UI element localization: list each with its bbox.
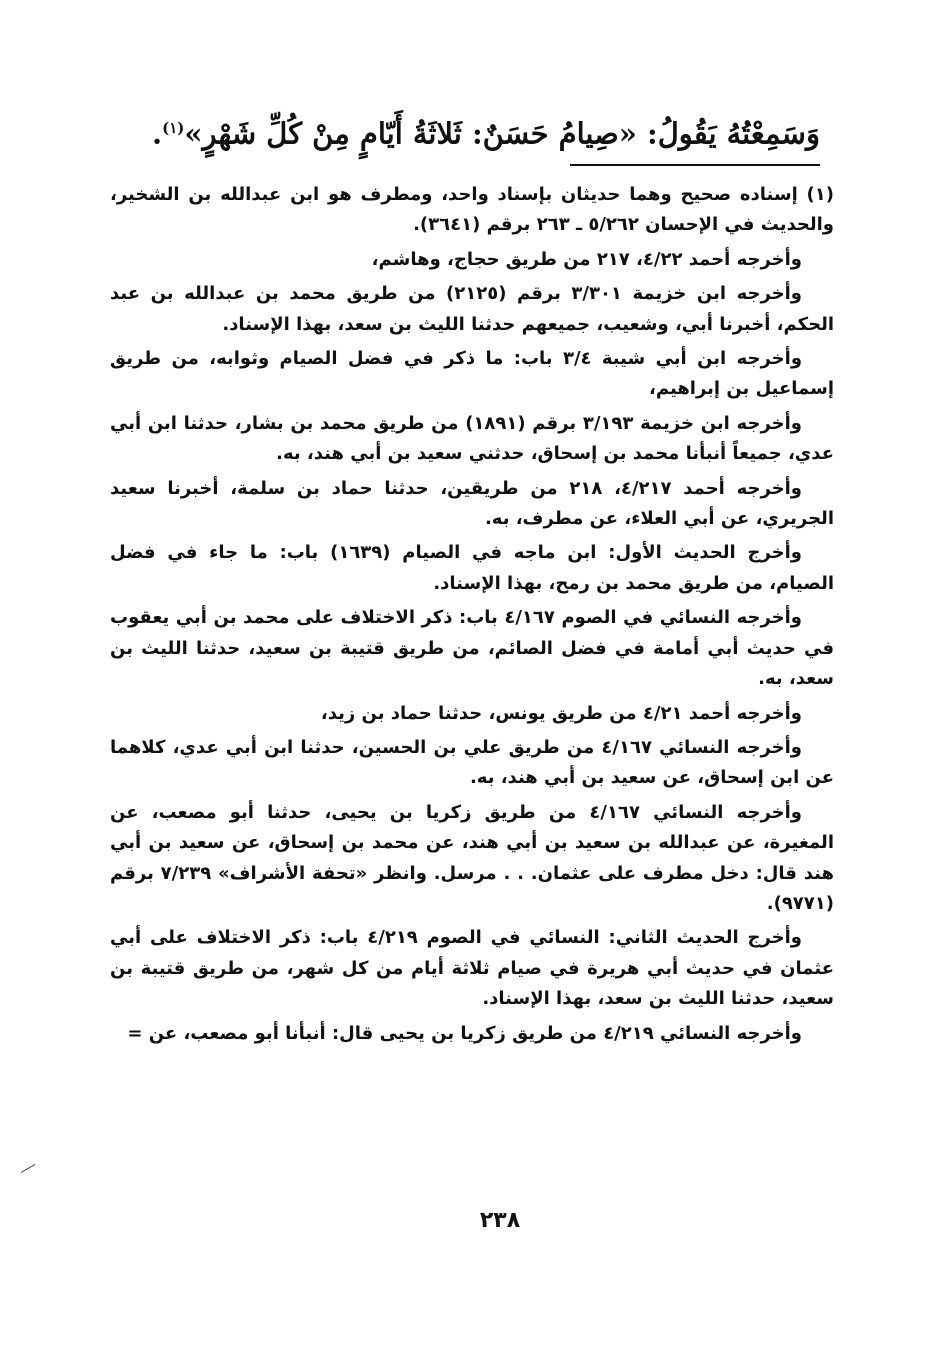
footnote-paragraph: وأخرجه ابن خزيمة ٣/١٩٣ برقم (١٨٩١) من طريق محمد بن بشار، حدثنا ابن أبي عدي، جميعاً أنبأنا محمد بن إسحاق، حدثني سعيد بن أبي هند، به. <box>110 412 834 465</box>
margin-pencil-mark <box>21 1164 35 1173</box>
footnote-paragraph: وأخرجه أحمد ٤/٢١ من طريق يونس، حدثنا حماد بن زيد، <box>320 702 802 724</box>
footnote-paragraph: وأخرجه أحمد ٤/٢١٧، ٢١٨ من طريقين، حدثنا حماد بن سلمة، أخبرنا سعيد الجريري، عن أبي العلاء، عن مطرف، به. <box>110 477 834 530</box>
footnote-paragraph: وأخرجه النسائي ٤/٢١٩ من طريق زكريا بن يحيى قال: أنبأنا أبو مصعب، عن = <box>127 1022 802 1044</box>
main-text-end: . <box>152 116 163 151</box>
footnote-paragraph: وأخرج الحديث الأول: ابن ماجه في الصيام (١٦٣٩) باب: ما جاء في فضل الصيام، من طريق محمد بن رمح، بهذا الإسناد. <box>110 542 834 594</box>
main-text: وَسَمِعْتُهُ يَقُولُ: «صِيامُ حَسَنٌ: ثَلاثَةُ أَيّامٍ مِنْ كُلِّ شَهْرٍ» <box>184 116 820 151</box>
page-number: ٢٣٨ <box>479 1208 521 1233</box>
footnote-marker: (١) <box>162 119 185 137</box>
footnote-paragraph: وأخرج الحديث الثاني: النسائي في الصوم ٤/٢١٩ باب: ذكر الاختلاف على أبي عثمان في حديث أبي هريرة في صيام ثلاثة أيام من كل شهر، من طريق قتيبة بن سعيد، حدثنا الليث بن سعد، بهذا الإسناد. <box>110 927 834 1010</box>
footnote-paragraph: وأخرجه أحمد ٤/٢٢، ٢١٧ من طريق حجاج، وهاشم، <box>371 248 802 270</box>
footnote-separator <box>570 164 820 166</box>
footnote-paragraph: وأخرجه النسائي ٤/١٦٧ من طريق زكريا بن يحيى، حدثنا أبو مصعب، عن المغيرة، عن عبدالله بن سعيد بن أبي هند، عن محمد بن إسحاق، عن سعيد بن أبي هند قال: دخل مطرف على عثمان. . . مرسل. وانظر «تحفة الأشراف» ٧/٢٣٩ برقم (٩٧٧١). <box>110 801 834 914</box>
footnote-paragraph: وأخرجه النسائي ٤/١٦٧ من طريق علي بن الحسين، حدثنا ابن أبي عدي، كلاهما عن ابن إسحاق، عن سعيد بن أبي هند، به. <box>110 736 834 789</box>
footnotes-block <box>110 180 834 1053</box>
footnote-paragraph: وأخرجه ابن أبي شيبة ٣/٤ باب: ما ذكر في فضل الصيام وثوابه، من طريق إسماعيل بن إبراهيم، <box>110 348 834 400</box>
main-text-line <box>120 102 820 160</box>
footnote-paragraph: وأخرجه النسائي في الصوم ٤/١٦٧ باب: ذكر الاختلاف على محمد بن أبي يعقوب في حديث أبي أمامة في فضل الصائم، من طريق قتيبة بن سعيد، حدثنا الليث بن سعد، به. <box>110 607 834 690</box>
footnote-paragraph: (١) إسناده صحيح وهما حديثان بإسناد واحد، ومطرف هو ابن عبدالله بن الشخير، والحديث في الإحسان ٥/٢٦٢ ـ ٢٦٣ برقم (٣٦٤١). <box>110 184 834 236</box>
footnote-paragraph: وأخرجه ابن خزيمة ٣/٣٠١ برقم (٢١٢٥) من طريق محمد بن عبدالله بن عبد الحكم، أخبرنا أبي، وشعيب، جميعهم حدثنا الليث بن سعد، بهذا الإسناد. <box>110 283 834 335</box>
